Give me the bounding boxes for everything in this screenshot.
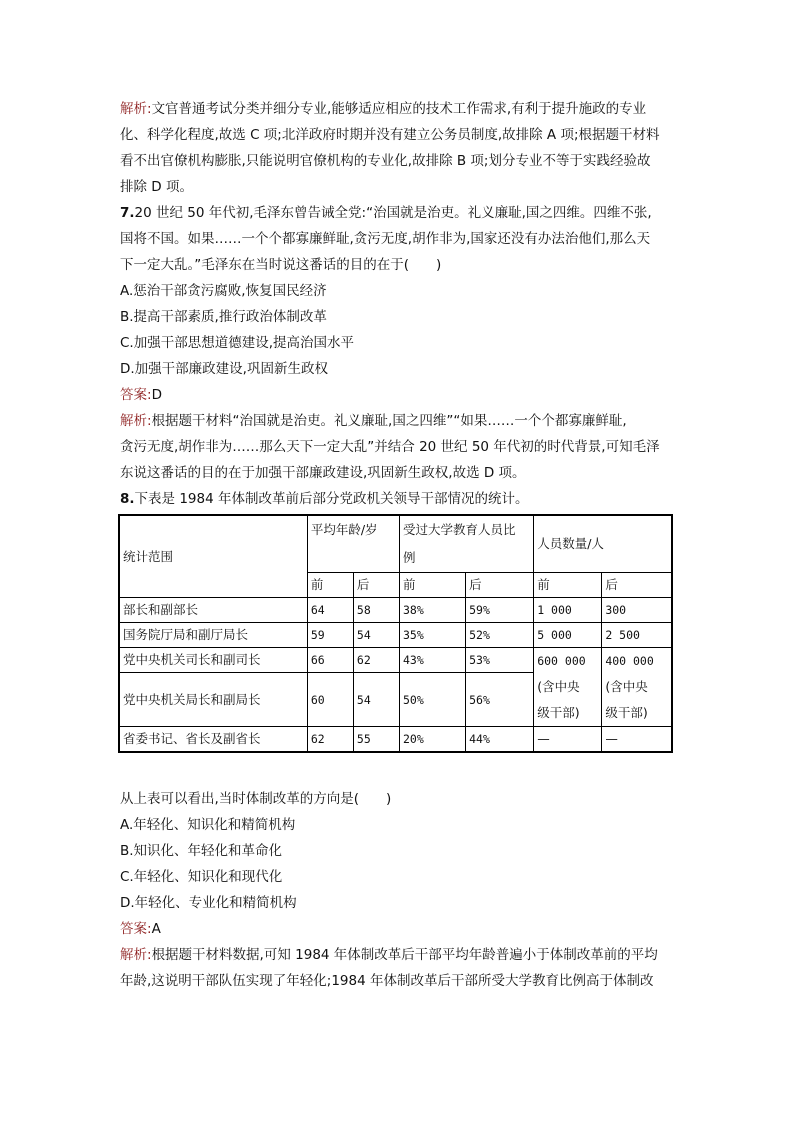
cell-count-before: 1 000	[534, 598, 602, 623]
q7-option-a: A.惩治干部贪污腐败,恢复国民经济	[120, 283, 327, 299]
cell-count-before-merged: 600 000 (含中央 级干部)	[534, 648, 602, 727]
cell-edu-after: 53%	[466, 648, 534, 673]
q7-analysis-line-2: 贪污无度,胡作非为……那么天下一定大乱”并结合 20 世纪 50 年代初的时代背景,可知毛泽	[120, 439, 660, 455]
q8-continuation	[120, 786, 680, 994]
statistics-table	[118, 514, 673, 753]
q7-option-d: D.加强干部廉政建设,巩固新生政权	[120, 361, 328, 377]
analysis-label: 解析:	[120, 947, 152, 963]
cell-count-after-merged: 400 000 (含中央 级干部)	[602, 648, 672, 727]
q7-option-b: B.提高干部素质,推行政治体制改革	[120, 309, 327, 325]
q7-stem-line-3: 下一定大乱。”毛泽东在当时说这番话的目的在于( )	[120, 257, 442, 273]
cell-age-after: 54	[353, 673, 399, 727]
header-education-ratio: 受过大学教育人员比 例	[399, 515, 533, 573]
table-row	[119, 598, 672, 623]
subheader-before: 前	[307, 573, 353, 598]
table-row	[119, 648, 672, 673]
cell-scope: 部长和副部长	[119, 598, 307, 623]
cell-count-before: 5 000	[534, 623, 602, 648]
subheader-after: 后	[466, 573, 534, 598]
q6-analysis-line-2: 化、科学化程度,故选 C 项;北洋政府时期并没有建立公务员制度,故排除 A 项;根据题干材料	[120, 127, 660, 143]
cell-scope: 党中央机关局长和副局长	[119, 673, 307, 727]
q8-stem: 8.下表是 1984 年体制改革前后部分党政机关领导干部情况的统计。	[120, 491, 529, 507]
answer-label: 答案:	[120, 921, 152, 937]
cell-edu-after: 52%	[466, 623, 534, 648]
cell-age-after: 54	[353, 623, 399, 648]
document-body	[120, 96, 680, 512]
subheader-before: 前	[399, 573, 465, 598]
q7-answer: 答案:D	[120, 387, 162, 403]
q8-option-b: B.知识化、年轻化和革命化	[120, 843, 283, 859]
cell-age-before: 59	[307, 623, 353, 648]
cell-edu-before: 35%	[399, 623, 465, 648]
question-number: 8.	[120, 491, 135, 507]
subheader-after: 后	[602, 573, 672, 598]
cell-edu-before: 20%	[399, 727, 465, 753]
q6-analysis-line-4: 排除 D 项。	[120, 179, 193, 195]
question-number: 7.	[120, 205, 135, 221]
q8-question: 从上表可以看出,当时体制改革的方向是( )	[120, 791, 392, 807]
cell-edu-after: 44%	[466, 727, 534, 753]
cell-scope: 国务院厅局和副厅局长	[119, 623, 307, 648]
cell-count-after: 2 500	[602, 623, 672, 648]
table-row	[119, 623, 672, 648]
q8-answer: 答案:A	[120, 921, 161, 937]
table-row	[119, 727, 672, 753]
cell-edu-before: 43%	[399, 648, 465, 673]
q6-analysis-line-1: 解析:文官普通考试分类并细分专业,能够适应相应的技术工作需求,有利于提升施政的专业	[120, 101, 647, 117]
cell-scope: 党中央机关司长和副司长	[119, 648, 307, 673]
q6-analysis-line-3: 看不出官僚机构膨胀,只能说明官僚机构的专业化,故排除 B 项;划分专业不等于实践经验故	[120, 153, 651, 169]
cell-scope: 省委书记、省长及副省长	[119, 727, 307, 753]
subheader-before: 前	[534, 573, 602, 598]
q8-option-c: C.年轻化、知识化和现代化	[120, 869, 283, 885]
cell-age-before: 64	[307, 598, 353, 623]
cell-edu-after: 59%	[466, 598, 534, 623]
q7-stem-line-1: 7.20 世纪 50 年代初,毛泽东曾告诫全党:“治国就是治吏。礼义廉耻,国之四维。四维不张,	[120, 205, 652, 221]
cell-age-after: 58	[353, 598, 399, 623]
q8-option-d: D.年轻化、专业化和精简机构	[120, 895, 297, 911]
cell-edu-after: 56%	[466, 673, 534, 727]
q7-stem-line-2: 国将不国。如果……一个个都寡廉鲜耻,贪污无度,胡作非为,国家还没有办法治他们,那么天	[120, 231, 651, 247]
q7-analysis-line-1: 解析:根据题干材料“治国就是治吏。礼义廉耻,国之四维”“如果……一个个都寡廉鲜耻,	[120, 413, 627, 429]
cell-edu-before: 50%	[399, 673, 465, 727]
cell-age-before: 66	[307, 648, 353, 673]
q7-option-c: C.加强干部思想道德建设,提高治国水平	[120, 335, 355, 351]
cell-age-before: 62	[307, 727, 353, 753]
q8-analysis-line-1: 解析:根据题干材料数据,可知 1984 年体制改革后干部平均年龄普遍小于体制改革前的平均	[120, 947, 658, 963]
cell-count-after: 300	[602, 598, 672, 623]
answer-label: 答案:	[120, 387, 152, 403]
header-scope: 统计范围	[119, 515, 307, 598]
analysis-label: 解析:	[120, 413, 152, 429]
subheader-after: 后	[353, 573, 399, 598]
q7-analysis-line-3: 东说这番话的目的在于加强干部廉政建设,巩固新生政权,故选 D 项。	[120, 465, 526, 481]
cell-count-after: —	[602, 727, 672, 753]
cell-age-after: 55	[353, 727, 399, 753]
analysis-label: 解析:	[120, 101, 152, 117]
cell-count-before: —	[534, 727, 602, 753]
header-headcount: 人员数量/人	[534, 515, 672, 573]
q8-option-a: A.年轻化、知识化和精简机构	[120, 817, 296, 833]
q8-analysis-line-2: 年龄,这说明干部队伍实现了年轻化;1984 年体制改革后干部所受大学教育比例高于体制改	[120, 973, 654, 989]
header-average-age: 平均年龄/岁	[307, 515, 399, 573]
cell-edu-before: 38%	[399, 598, 465, 623]
cell-age-before: 60	[307, 673, 353, 727]
cell-age-after: 62	[353, 648, 399, 673]
